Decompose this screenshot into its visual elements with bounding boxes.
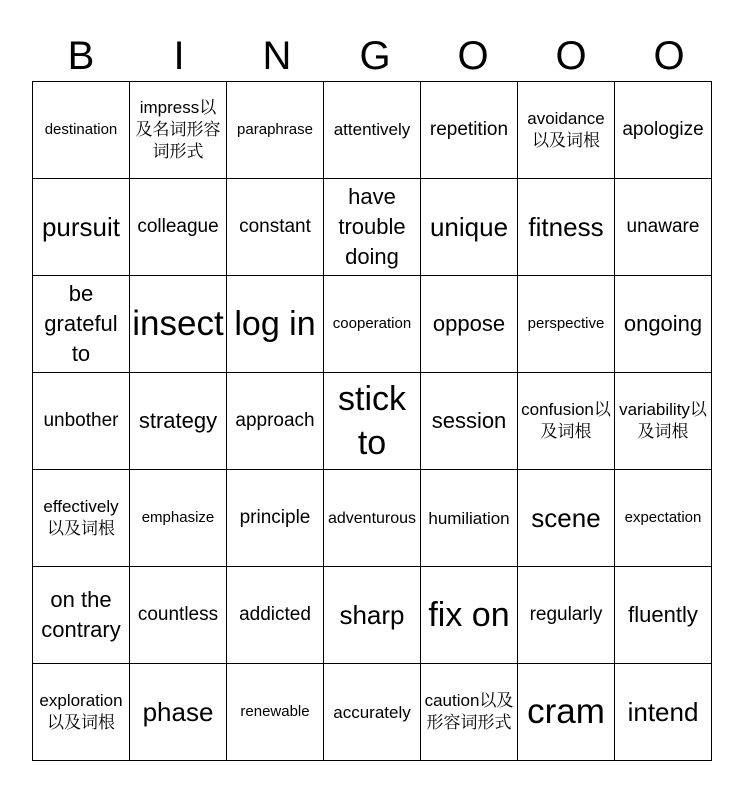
bingo-cell[interactable]: principle	[227, 470, 324, 567]
header-letter: N	[262, 34, 292, 78]
bingo-cell[interactable]: expectation	[615, 470, 712, 567]
bingo-cell[interactable]: emphasize	[130, 470, 227, 567]
bingo-cell[interactable]: confusion以及词根	[518, 373, 615, 470]
bingo-cell[interactable]: unbother	[33, 373, 130, 470]
bingo-cell[interactable]: adventurous	[324, 470, 421, 567]
board-row	[33, 567, 712, 664]
bingo-cell[interactable]: constant	[227, 179, 324, 276]
bingo-cell[interactable]: stick to	[324, 373, 421, 470]
header-letter: I	[173, 34, 185, 78]
board-row	[33, 373, 712, 470]
bingo-cell[interactable]: impress以及名词形容词形式	[130, 82, 227, 179]
bingo-cell[interactable]: pursuit	[33, 179, 130, 276]
bingo-cell[interactable]: oppose	[421, 276, 518, 373]
board-row	[33, 664, 712, 761]
bingo-cell[interactable]: humiliation	[421, 470, 518, 567]
bingo-cell[interactable]: cram	[518, 664, 615, 761]
bingo-header	[32, 30, 718, 82]
header-letter: B	[67, 34, 95, 78]
bingo-cell[interactable]: addicted	[227, 567, 324, 664]
bingo-cell[interactable]: avoidance以及词根	[518, 82, 615, 179]
board-row	[33, 470, 712, 567]
bingo-cell[interactable]: strategy	[130, 373, 227, 470]
bingo-cell[interactable]: fitness	[518, 179, 615, 276]
bingo-cell[interactable]: caution以及形容词形式	[421, 664, 518, 761]
bingo-board	[32, 81, 712, 761]
bingo-cell[interactable]: scene	[518, 470, 615, 567]
bingo-cell[interactable]: approach	[227, 373, 324, 470]
bingo-cell[interactable]: be grateful to	[33, 276, 130, 373]
bingo-cell[interactable]: cooperation	[324, 276, 421, 373]
bingo-cell[interactable]: countless	[130, 567, 227, 664]
bingo-cell[interactable]: perspective	[518, 276, 615, 373]
header-letter: O	[457, 34, 489, 78]
bingo-cell[interactable]: apologize	[615, 82, 712, 179]
bingo-cell[interactable]: log in	[227, 276, 324, 373]
bingo-cell[interactable]: insect	[130, 276, 227, 373]
bingo-cell[interactable]: phase	[130, 664, 227, 761]
header-letter: O	[653, 34, 685, 78]
header-letter: O	[555, 34, 587, 78]
bingo-cell[interactable]: renewable	[227, 664, 324, 761]
bingo-cell[interactable]: repetition	[421, 82, 518, 179]
bingo-cell[interactable]: effectively以及词根	[33, 470, 130, 567]
bingo-cell[interactable]: colleague	[130, 179, 227, 276]
bingo-cell[interactable]: attentively	[324, 82, 421, 179]
bingo-cell[interactable]: have trouble doing	[324, 179, 421, 276]
board-row	[33, 276, 712, 373]
bingo-cell[interactable]: unaware	[615, 179, 712, 276]
bingo-cell[interactable]: accurately	[324, 664, 421, 761]
bingo-cell[interactable]: sharp	[324, 567, 421, 664]
bingo-cell[interactable]: ongoing	[615, 276, 712, 373]
bingo-cell[interactable]: intend	[615, 664, 712, 761]
board-row	[33, 179, 712, 276]
bingo-cell[interactable]: unique	[421, 179, 518, 276]
header-letter: G	[359, 34, 391, 78]
bingo-cell[interactable]: destination	[33, 82, 130, 179]
bingo-cell[interactable]: variability以及词根	[615, 373, 712, 470]
bingo-cell[interactable]: session	[421, 373, 518, 470]
bingo-cell[interactable]: regularly	[518, 567, 615, 664]
bingo-cell[interactable]: on the contrary	[33, 567, 130, 664]
bingo-cell[interactable]: paraphrase	[227, 82, 324, 179]
board-row	[33, 82, 712, 179]
bingo-cell[interactable]: fix on	[421, 567, 518, 664]
bingo-cell[interactable]: exploration以及词根	[33, 664, 130, 761]
bingo-cell[interactable]: fluently	[615, 567, 712, 664]
